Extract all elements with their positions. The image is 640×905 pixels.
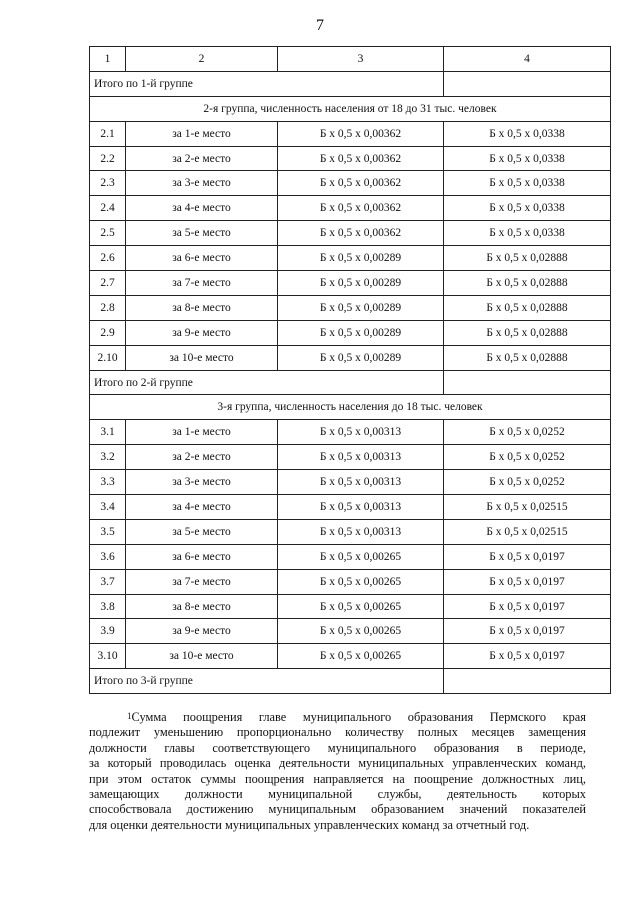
total-value [444, 71, 611, 96]
formula-col4: Б х 0,5 х 0,02888 [444, 246, 611, 271]
place-label: за 6-е место [126, 544, 278, 569]
formula-col3: Б х 0,5 х 0,00313 [278, 445, 444, 470]
table-row [90, 619, 611, 644]
total-value [444, 370, 611, 395]
formula-col4: Б х 0,5 х 0,0197 [444, 619, 611, 644]
formula-col3: Б х 0,5 х 0,00289 [278, 345, 444, 370]
table-row [90, 196, 611, 221]
formula-col3: Б х 0,5 х 0,00289 [278, 320, 444, 345]
place-label: за 7-е место [126, 569, 278, 594]
place-label: за 6-е место [126, 246, 278, 271]
page-number: 7 [316, 17, 324, 34]
total-label: Итого по 3-й группе [90, 669, 444, 694]
table-row [90, 320, 611, 345]
row-number: 3.6 [90, 544, 126, 569]
row-number: 3.5 [90, 519, 126, 544]
place-label: за 2-е место [126, 445, 278, 470]
formula-col4: Б х 0,5 х 0,0338 [444, 221, 611, 246]
place-label: за 1-е место [126, 420, 278, 445]
table-row [90, 121, 611, 146]
formula-col4: Б х 0,5 х 0,0338 [444, 146, 611, 171]
formula-col3: Б х 0,5 х 0,00265 [278, 569, 444, 594]
formula-col4: Б х 0,5 х 0,02888 [444, 271, 611, 296]
place-label: за 5-е место [126, 519, 278, 544]
table-row [90, 644, 611, 669]
table-row [90, 146, 611, 171]
table-row [90, 470, 611, 495]
formula-col4: Б х 0,5 х 0,02888 [444, 345, 611, 370]
header-cell: 1 [90, 47, 126, 72]
table-row [90, 295, 611, 320]
formula-col4: Б х 0,5 х 0,0197 [444, 594, 611, 619]
formula-col3: Б х 0,5 х 0,00265 [278, 544, 444, 569]
scoring-table [89, 46, 611, 694]
footnote-line: для оценки деятельности муниципальных управленческих команд за отчетный год. [89, 817, 530, 832]
footnote-line: за который проводилась оценка деятельности муниципальных управленческих команд, [89, 756, 586, 771]
row-number: 3.3 [90, 470, 126, 495]
table-row [90, 221, 611, 246]
formula-col3: Б х 0,5 х 0,00362 [278, 221, 444, 246]
group2-title-row [90, 96, 611, 121]
footnote-line: $^1$Сумма поощрения главе муниципального образования Пермского края [127, 710, 586, 724]
footnote-line: при этом остаток суммы поощрения направляется на поощрение должностных лиц, [89, 771, 586, 786]
place-label: за 2-е место [126, 146, 278, 171]
row-number: 3.9 [90, 619, 126, 644]
place-label: за 1-е место [126, 121, 278, 146]
row-number: 2.1 [90, 121, 126, 146]
footnote-line: подлежит уменьшению пропорционально количеству полных месяцев замещения [89, 725, 586, 740]
formula-col3: Б х 0,5 х 0,00265 [278, 644, 444, 669]
row-number: 2.8 [90, 295, 126, 320]
formula-col4: Б х 0,5 х 0,02515 [444, 519, 611, 544]
footnote-line: должности главы соответствующего муниципального образования в периоде, [89, 740, 586, 755]
table-row [90, 445, 611, 470]
footnote-line: замещающих должности муниципальной службы, деятельность которых [89, 787, 586, 802]
footnote [89, 710, 586, 833]
row-number: 3.2 [90, 445, 126, 470]
formula-col4: Б х 0,5 х 0,0197 [444, 644, 611, 669]
place-label: за 4-е место [126, 495, 278, 520]
total-label: Итого по 2-й группе [90, 370, 444, 395]
formula-col3: Б х 0,5 х 0,00265 [278, 594, 444, 619]
row-number: 2.4 [90, 196, 126, 221]
table-row [90, 246, 611, 271]
total-label: Итого по 1-й группе [90, 71, 444, 96]
place-label: за 8-е место [126, 295, 278, 320]
row-number: 2.6 [90, 246, 126, 271]
table-row [90, 171, 611, 196]
header-cell: 3 [278, 47, 444, 72]
formula-col4: Б х 0,5 х 0,02888 [444, 295, 611, 320]
header-cell: 4 [444, 47, 611, 72]
formula-col4: Б х 0,5 х 0,0338 [444, 171, 611, 196]
formula-col3: Б х 0,5 х 0,00362 [278, 121, 444, 146]
formula-col3: Б х 0,5 х 0,00313 [278, 519, 444, 544]
table-row [90, 420, 611, 445]
formula-col4: Б х 0,5 х 0,0252 [444, 470, 611, 495]
row-number: 2.5 [90, 221, 126, 246]
place-label: за 9-е место [126, 320, 278, 345]
table-row [90, 544, 611, 569]
place-label: за 3-е место [126, 470, 278, 495]
header-row [90, 47, 611, 72]
formula-col3: Б х 0,5 х 0,00362 [278, 171, 444, 196]
table-row [90, 594, 611, 619]
formula-col4: Б х 0,5 х 0,0338 [444, 196, 611, 221]
footnote-line: способствовала достижению муниципальным образованием значений показателей [89, 802, 586, 817]
total-row-group1 [90, 71, 611, 96]
group-title-row [90, 395, 611, 420]
formula-col3: Б х 0,5 х 0,00289 [278, 295, 444, 320]
formula-col4: Б х 0,5 х 0,02888 [444, 320, 611, 345]
table-row [90, 345, 611, 370]
header-cell: 2 [126, 47, 278, 72]
group-title: 3-я группа, численность населения до 18 тыс. человек [90, 395, 611, 420]
table-body [90, 47, 611, 694]
formula-col4: Б х 0,5 х 0,0252 [444, 420, 611, 445]
row-number: 2.2 [90, 146, 126, 171]
row-number: 3.4 [90, 495, 126, 520]
place-label: за 5-е место [126, 221, 278, 246]
formula-col3: Б х 0,5 х 0,00313 [278, 495, 444, 520]
place-label: за 9-е место [126, 619, 278, 644]
place-label: за 7-е место [126, 271, 278, 296]
row-number: 2.9 [90, 320, 126, 345]
row-number: 3.10 [90, 644, 126, 669]
formula-col3: Б х 0,5 х 0,00289 [278, 246, 444, 271]
row-number: 3.7 [90, 569, 126, 594]
formula-col3: Б х 0,5 х 0,00289 [278, 271, 444, 296]
formula-col3: Б х 0,5 х 0,00362 [278, 146, 444, 171]
table-row [90, 569, 611, 594]
place-label: за 10-е место [126, 644, 278, 669]
row-number: 3.1 [90, 420, 126, 445]
row-number: 2.7 [90, 271, 126, 296]
formula-col3: Б х 0,5 х 0,00313 [278, 470, 444, 495]
footnote-marker: 1 [127, 711, 132, 721]
formula-col3: Б х 0,5 х 0,00265 [278, 619, 444, 644]
total-value [444, 669, 611, 694]
formula-col4: Б х 0,5 х 0,0252 [444, 445, 611, 470]
total-row [90, 669, 611, 694]
row-number: 2.10 [90, 345, 126, 370]
place-label: за 10-е место [126, 345, 278, 370]
table-row [90, 495, 611, 520]
place-label: за 4-е место [126, 196, 278, 221]
row-number: 2.3 [90, 171, 126, 196]
table-row [90, 519, 611, 544]
place-label: за 8-е место [126, 594, 278, 619]
total-row [90, 370, 611, 395]
group-title: 2-я группа, численность населения от 18 до 31 тыс. человек [90, 96, 611, 121]
formula-col4: Б х 0,5 х 0,0197 [444, 544, 611, 569]
formula-col3: Б х 0,5 х 0,00313 [278, 420, 444, 445]
formula-col4: Б х 0,5 х 0,0338 [444, 121, 611, 146]
formula-col4: Б х 0,5 х 0,02515 [444, 495, 611, 520]
formula-col4: Б х 0,5 х 0,0197 [444, 569, 611, 594]
table-row [90, 271, 611, 296]
row-number: 3.8 [90, 594, 126, 619]
formula-col3: Б х 0,5 х 0,00362 [278, 196, 444, 221]
place-label: за 3-е место [126, 171, 278, 196]
